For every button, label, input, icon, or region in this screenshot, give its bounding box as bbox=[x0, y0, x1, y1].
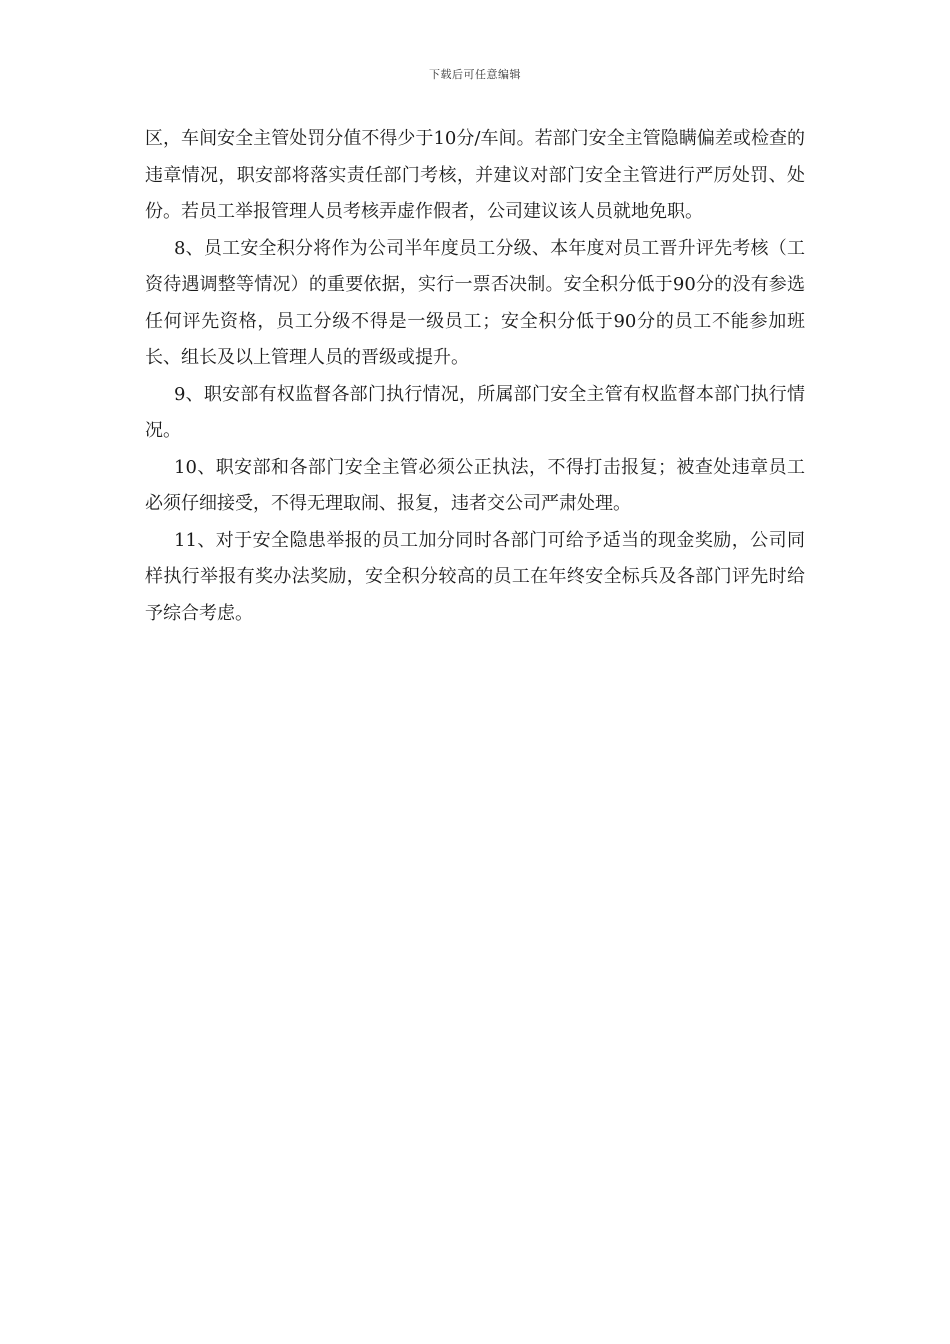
document-body bbox=[145, 121, 805, 632]
paragraph-item-8: 8、员工安全积分将作为公司半年度员工分级、本年度对员工晋升评先考核（工资待遇调整等情况）的重要依据，实行一票否决制。安全积分低于90分的没有参选任何评先资格，员工分级不得是一级员工；安全积分低于90分的员工不能参加班长、组长及以上管理人员的晋级或提升。 bbox=[145, 237, 805, 368]
paragraph-item-11: 11、对于安全隐患举报的员工加分同时各部门可给予适当的现金奖励，公司同样执行举报有奖办法奖励，安全积分较高的员工在年终安全标兵及各部门评先时给予综合考虑。 bbox=[145, 529, 805, 624]
paragraph-item-10: 10、职安部和各部门安全主管必须公正执法，不得打击报复；被查处违章员工必须仔细接受，不得无理取闹、报复，违者交公司严肃处理。 bbox=[145, 456, 805, 514]
page-header: 下载后可任意编辑 bbox=[429, 68, 521, 81]
paragraph-continuation: 区，车间安全主管处罚分值不得少于10分/车间。若部门安全主管隐瞒偏差或检查的违章情况，职安部将落实责任部门考核，并建议对部门安全主管进行严厉处罚、处份。若员工举报管理人员考核弄虚作假者，公司建议该人员就地免职。 bbox=[145, 128, 805, 222]
paragraph-item-9: 9、职安部有权监督各部门执行情况，所属部门安全主管有权监督本部门执行情况。 bbox=[145, 383, 805, 441]
